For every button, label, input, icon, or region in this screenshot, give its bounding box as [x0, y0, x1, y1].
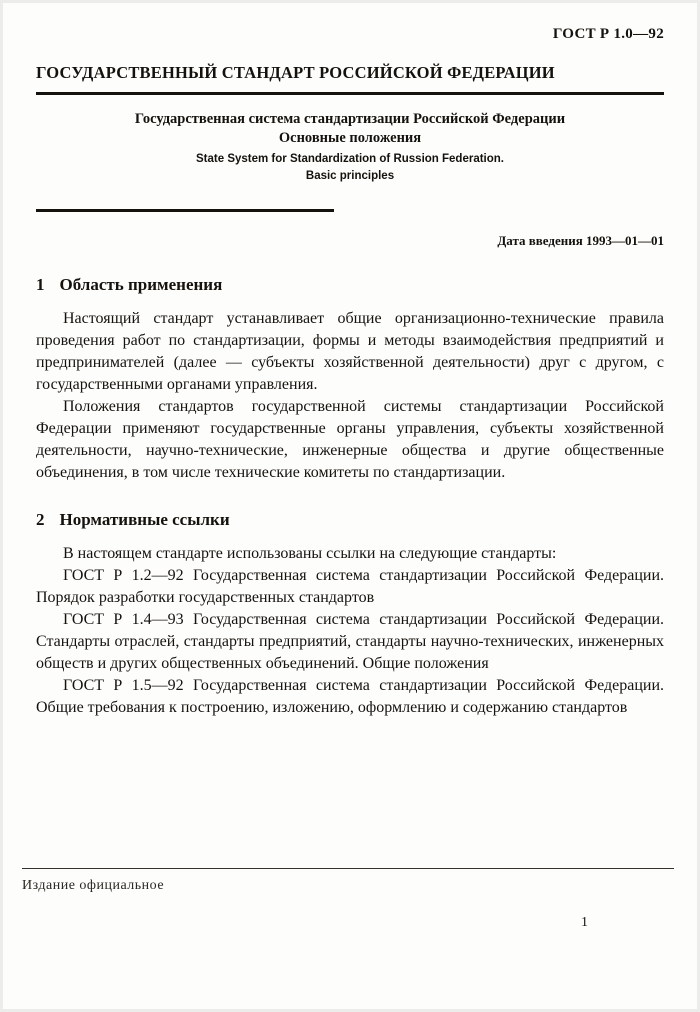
standard-title-en-line1: State System for Standardization of Russion Federation.: [196, 153, 504, 165]
standard-title-ru-line2: Основные положения: [278, 130, 422, 146]
section-heading-2: [36, 510, 664, 530]
title-divider: [36, 209, 334, 212]
paragraph: Настоящий стандарт устанавливает общие организационно-технические правила проведения работ по стандартизации, формы и методы взаимодействия предприятий и предпринимателей (далее — субъекты хозяйственной деятельности) друг с другом, с государственными органами управления.: [36, 310, 664, 393]
paragraph: ГОСТ Р 1.2—92 Государственная система стандартизации Российской Федерации. Порядок разработки государственных стандартов: [36, 567, 664, 606]
page-number: 1: [581, 915, 588, 930]
section-title: Область применения: [59, 275, 223, 294]
paragraph: ГОСТ Р 1.4—93 Государственная система стандартизации Российской Федерации. Стандарты отраслей, стандарты предприятий, стандарты научно-технических, инженерных обществ и других общественных объединений. Общие положения: [36, 611, 664, 672]
paragraph: В настоящем стандарте использованы ссылки на следующие стандарты:: [63, 545, 557, 562]
doc-number: ГОСТ Р 1.0—92: [552, 26, 664, 42]
section-number: 1: [36, 275, 45, 294]
edition-note: Издание официальное: [22, 878, 165, 893]
section-2-body: [36, 543, 664, 719]
section-title: Нормативные ссылки: [59, 510, 230, 529]
section-1-body: [36, 308, 664, 484]
standard-title-en-line2: Basic principles: [305, 170, 395, 182]
page-title: ГОСУДАРСТВЕННЫЙ СТАНДАРТ РОССИЙСКОЙ ФЕДЕРАЦИИ: [36, 63, 555, 82]
paragraph: Положения стандартов государственной системы стандартизации Российской Федерации применяют государственные органы управления, субъекты хозяйственной деятельности, научно-технические, инженерные общества и другие общественные объединения, в том числе технические комитеты по стандартизации.: [36, 398, 664, 481]
effective-date: Дата введения 1993—01—01: [497, 233, 664, 248]
header-divider: [36, 92, 664, 95]
section-heading-1: [36, 275, 664, 295]
footer-divider: [22, 868, 674, 869]
paragraph: ГОСТ Р 1.5—92 Государственная система стандартизации Российской Федерации. Общие требования к построению, изложению, оформлению и содержанию стандартов: [36, 677, 664, 716]
standard-title-ru-line1: Государственная система стандартизации Российской Федерации: [134, 111, 566, 127]
title-block: [36, 110, 664, 185]
section-number: 2: [36, 510, 45, 529]
